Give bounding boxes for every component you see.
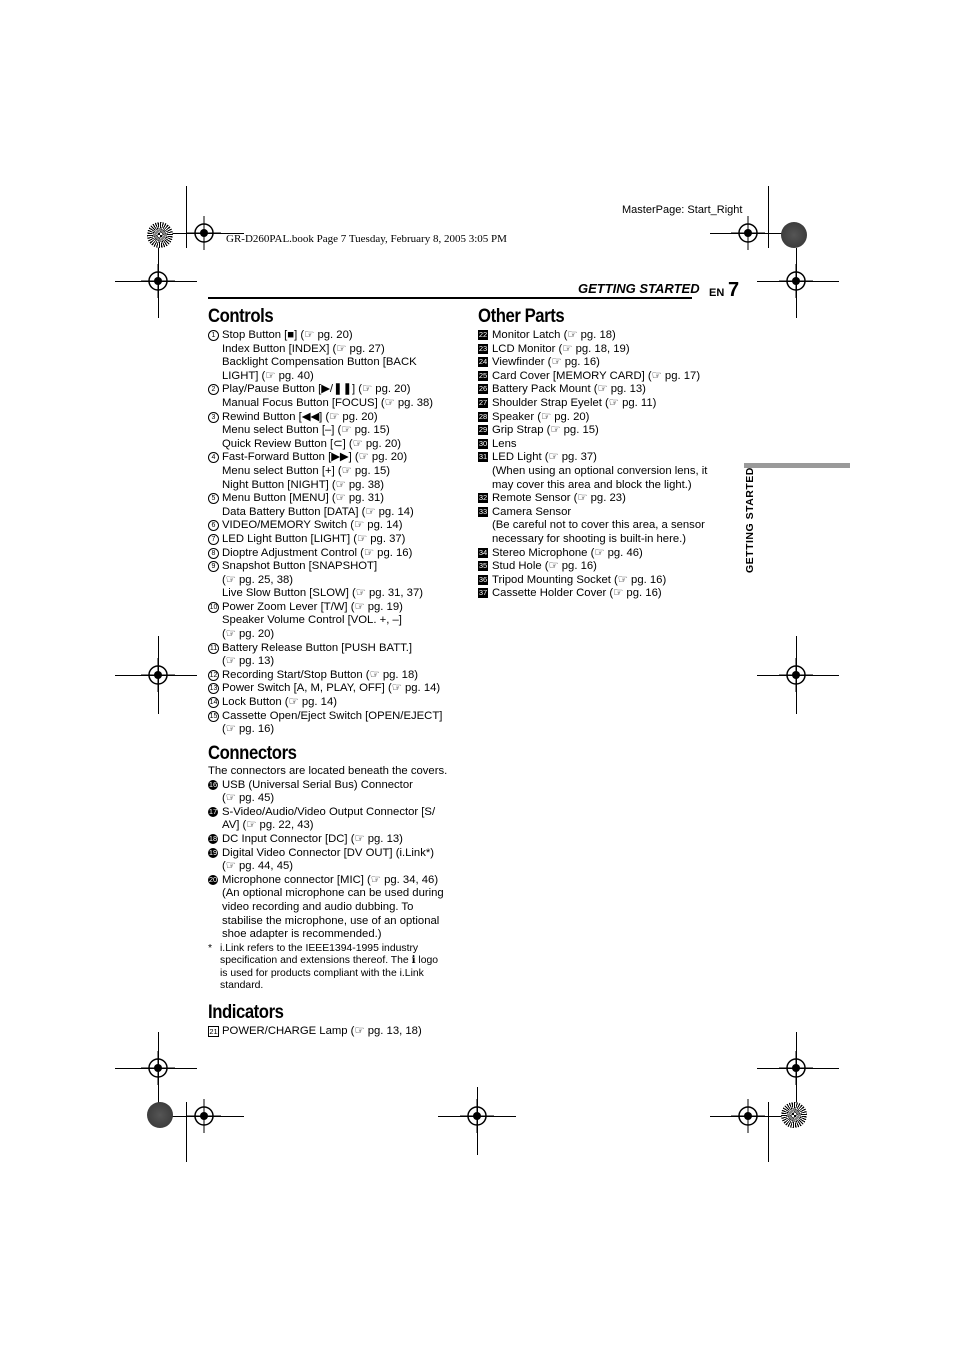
list-item (208, 329, 470, 383)
item-line: (Be careful not to cover this area, a sensor (492, 519, 705, 532)
item-line: (☞ pg. 44, 45) (222, 860, 294, 873)
list-item (208, 806, 470, 833)
item-line: Shoulder Strap Eyelet (☞ pg. 11) (492, 396, 657, 409)
item-number-badge: 27 (478, 397, 488, 407)
item-number-badge: 37 (478, 588, 488, 598)
list-item (208, 383, 470, 410)
item-line: Lock Button (☞ pg. 14) (222, 696, 337, 709)
registration-mark-icon (141, 658, 175, 692)
item-number-badge: 9 (208, 561, 219, 572)
list-item (208, 833, 470, 847)
color-rosette-icon (147, 222, 173, 248)
item-number-badge: 33 (478, 506, 488, 516)
page-number: 7 (728, 279, 740, 301)
item-line: (An optional microphone can be used during (222, 887, 444, 900)
item-line: Quick Review Button [⊂] (☞ pg. 20) (222, 437, 402, 450)
item-line: LED Light Button [LIGHT] (☞ pg. 37) (222, 532, 406, 545)
item-number-badge: 7 (208, 534, 219, 545)
item-line: LED Light (☞ pg. 37) (492, 451, 597, 464)
item-number-badge: 3 (208, 412, 219, 423)
item-number-badge: 26 (478, 384, 488, 394)
item-number-badge: 8 (208, 548, 219, 559)
item-line: Card Cover [MEMORY CARD] (☞ pg. 17) (492, 369, 701, 382)
list-item (478, 343, 733, 357)
item-line: Stop Button [■] (☞ pg. 20) (222, 329, 353, 341)
item-line: LCD Monitor (☞ pg. 18, 19) (492, 342, 630, 355)
item-number-badge: 12 (209, 671, 218, 679)
list-item (208, 533, 470, 547)
item-line: video recording and audio dubbing. To (222, 900, 414, 913)
item-line: Stud Hole (☞ pg. 16) (492, 560, 597, 573)
other-parts-list (478, 329, 733, 601)
registration-mark-icon (460, 1099, 494, 1133)
item-line: Grip Strap (☞ pg. 15) (492, 424, 599, 437)
connectors-heading: Connectors (208, 743, 297, 764)
item-line: Power Switch [A, M, PLAY, OFF] (☞ pg. 14) (222, 682, 441, 695)
color-rosette-icon (147, 1102, 173, 1128)
list-item (478, 492, 733, 506)
item-number-badge: 22 (478, 330, 488, 339)
item-line: Backlight Compensation Button [BACK (222, 356, 417, 369)
item-line: S-Video/Audio/Video Output Connector [S/ (222, 805, 436, 818)
item-number-badge: 15 (209, 712, 218, 720)
color-rosette-icon (781, 1102, 807, 1128)
item-number-badge: 24 (478, 357, 488, 367)
list-item (478, 547, 733, 561)
item-line: (☞ pg. 25, 38) (222, 573, 294, 586)
list-item (208, 560, 470, 601)
footnote-line: i.Link refers to the IEEE1394-1995 industry (220, 942, 419, 954)
list-item (208, 682, 470, 696)
item-number-badge: 10 (209, 603, 218, 611)
item-number-badge: 20 (208, 874, 218, 884)
list-item (208, 601, 470, 642)
item-line: USB (Universal Serial Bus) Connector (222, 778, 413, 791)
item-line: Recording Start/Stop Button (☞ pg. 18) (222, 668, 419, 681)
item-number-badge: 21 (209, 1027, 218, 1036)
item-number-badge: 23 (478, 343, 488, 353)
item-line: Cassette Open/Eject Switch [OPEN/EJECT] (222, 709, 443, 722)
connectors-list (208, 779, 470, 942)
list-item (208, 411, 470, 452)
item-number-badge: 32 (478, 493, 488, 503)
item-line: (When using an optional conversion lens, it (492, 464, 708, 477)
item-line: Menu Button [MENU] (☞ pg. 31) (222, 492, 385, 505)
list-item (478, 370, 733, 384)
list-item (478, 411, 733, 425)
item-line: Fast-Forward Button [▶▶] (☞ pg. 20) (222, 451, 408, 464)
footnote-line: is used for products compliant with the i.Link (220, 967, 424, 979)
list-item (478, 424, 733, 438)
item-number-badge: 18 (208, 833, 218, 843)
item-number-badge: 6 (208, 520, 219, 531)
footnote-line: specification and extensions thereof. The ℹ logo (220, 955, 439, 967)
item-number-badge: 30 (478, 438, 488, 448)
item-line: Battery Release Button [PUSH BATT.] (222, 641, 413, 654)
item-line: POWER/CHARGE Lamp (☞ pg. 13, 18) (222, 1025, 422, 1037)
item-line: Power Zoom Lever [T/W] (☞ pg. 19) (222, 600, 403, 613)
list-item (478, 506, 733, 547)
item-line: Dioptre Adjustment Control (☞ pg. 16) (222, 546, 413, 559)
registration-mark-icon (187, 1099, 221, 1133)
item-line: (☞ pg. 20) (222, 628, 275, 641)
item-line: necessary for shooting is built-in here.) (492, 532, 687, 545)
list-item (478, 574, 733, 588)
side-tab-bar (744, 463, 850, 468)
list-item (208, 779, 470, 806)
list-item (478, 451, 733, 492)
footnote-line: standard. (220, 979, 264, 991)
item-number-badge: 13 (209, 685, 218, 693)
connectors-block (208, 765, 470, 992)
footnote (208, 943, 470, 993)
item-number-badge: 29 (478, 425, 488, 435)
item-line: (☞ pg. 45) (222, 792, 275, 805)
registration-mark-icon (731, 1099, 765, 1133)
list-item (478, 397, 733, 411)
item-line: (☞ pg. 13) (222, 655, 275, 668)
item-line: Battery Pack Mount (☞ pg. 13) (492, 383, 646, 396)
registration-mark-icon (141, 1051, 175, 1085)
item-line: Camera Sensor (492, 505, 572, 518)
item-line: Snapshot Button [SNAPSHOT] (222, 560, 378, 573)
item-number-badge: 11 (209, 644, 218, 652)
item-line: Speaker Volume Control [VOL. +, –] (222, 614, 402, 627)
list-item (208, 847, 470, 874)
registration-mark-icon (187, 216, 221, 250)
item-number-badge: 19 (208, 847, 218, 857)
running-title: GETTING STARTED (578, 281, 700, 296)
item-number-badge: 1 (208, 330, 219, 341)
list-item (478, 329, 733, 343)
registration-mark-icon (779, 658, 813, 692)
item-number-badge: 28 (478, 411, 488, 421)
footnote-mark: * (208, 942, 213, 954)
item-line: may cover this area and block the light.) (492, 478, 692, 491)
item-line: DC Input Connector [DC] (☞ pg. 13) (222, 832, 403, 845)
book-info: GR-D260PAL.book Page 7 Tuesday, February 8, 2005 3:05 PM (226, 233, 507, 245)
list-item (208, 696, 470, 710)
master-page-label: MasterPage: Start_Right (622, 204, 743, 216)
registration-mark-icon (779, 264, 813, 298)
item-line: Digital Video Connector [DV OUT] (i.Link*) (222, 846, 435, 859)
header-rule (208, 297, 692, 299)
item-line: Microphone connector [MIC] (☞ pg. 34, 46) (222, 873, 439, 886)
language-code: EN (709, 287, 725, 299)
item-line: Tripod Mounting Socket (☞ pg. 16) (492, 573, 667, 586)
item-line: Data Battery Button [DATA] (☞ pg. 14) (222, 505, 414, 518)
list-item (208, 547, 470, 561)
item-line: Cassette Holder Cover (☞ pg. 16) (492, 587, 662, 600)
item-line: Monitor Latch (☞ pg. 18) (492, 329, 616, 341)
side-section-label: GETTING STARTED (744, 467, 756, 573)
item-line: Menu select Button [+] (☞ pg. 15) (222, 464, 391, 477)
indicators-heading: Indicators (208, 1002, 284, 1023)
item-number-badge: 35 (478, 561, 488, 571)
item-number-badge: 34 (478, 547, 488, 557)
list-item (208, 642, 470, 669)
item-number-badge: 16 (208, 779, 218, 789)
list-item (208, 492, 470, 519)
list-item (208, 710, 470, 737)
item-line: Rewind Button [◀◀] (☞ pg. 20) (222, 410, 378, 423)
item-line: Manual Focus Button [FOCUS] (☞ pg. 38) (222, 396, 434, 409)
controls-list (208, 329, 470, 737)
list-item (208, 669, 470, 683)
item-number-badge: 2 (208, 384, 219, 395)
item-line: Menu select Button [–] (☞ pg. 15) (222, 424, 390, 437)
list-item (478, 587, 733, 601)
item-number-badge: 36 (478, 574, 488, 584)
item-number-badge: 31 (478, 452, 488, 462)
item-line: Play/Pause Button [▶/❚❚] (☞ pg. 20) (222, 383, 411, 396)
color-rosette-icon (781, 222, 807, 248)
item-line: Index Button [INDEX] (☞ pg. 27) (222, 342, 385, 355)
item-line: Viewfinder (☞ pg. 16) (492, 356, 600, 369)
item-line: stabilise the microphone, use of an optional (222, 914, 440, 927)
registration-mark-icon (141, 264, 175, 298)
item-line: LIGHT] (☞ pg. 40) (222, 369, 314, 382)
list-item (478, 438, 733, 452)
item-line: Lens (492, 437, 517, 450)
item-line: Speaker (☞ pg. 20) (492, 410, 590, 423)
item-number-badge: 4 (208, 452, 219, 463)
list-item (208, 451, 470, 492)
item-line: Night Button [NIGHT] (☞ pg. 38) (222, 478, 385, 491)
item-line: (☞ pg. 16) (222, 723, 275, 736)
list-item (478, 560, 733, 574)
list-item (208, 519, 470, 533)
item-number-badge: 5 (208, 493, 219, 504)
item-line: shoe adapter is recommended.) (222, 928, 382, 941)
other-parts-heading: Other Parts (478, 306, 565, 327)
controls-heading: Controls (208, 306, 274, 327)
item-number-badge: 25 (478, 370, 488, 380)
item-line: VIDEO/MEMORY Switch (☞ pg. 14) (222, 519, 403, 532)
list-item (208, 874, 470, 942)
indicators-list (208, 1025, 470, 1039)
list-item (478, 356, 733, 370)
item-line: Stereo Microphone (☞ pg. 46) (492, 546, 643, 559)
list-item (478, 383, 733, 397)
registration-mark-icon (779, 1051, 813, 1085)
item-line: AV] (☞ pg. 22, 43) (222, 819, 314, 832)
item-line: Live Slow Button [SLOW] (☞ pg. 31, 37) (222, 587, 424, 600)
list-item (208, 1025, 470, 1039)
registration-mark-icon (731, 216, 765, 250)
connectors-intro: The connectors are located beneath the covers. (208, 765, 448, 777)
item-number-badge: 14 (209, 699, 218, 707)
item-number-badge: 17 (208, 806, 218, 816)
item-line: Remote Sensor (☞ pg. 23) (492, 492, 626, 505)
